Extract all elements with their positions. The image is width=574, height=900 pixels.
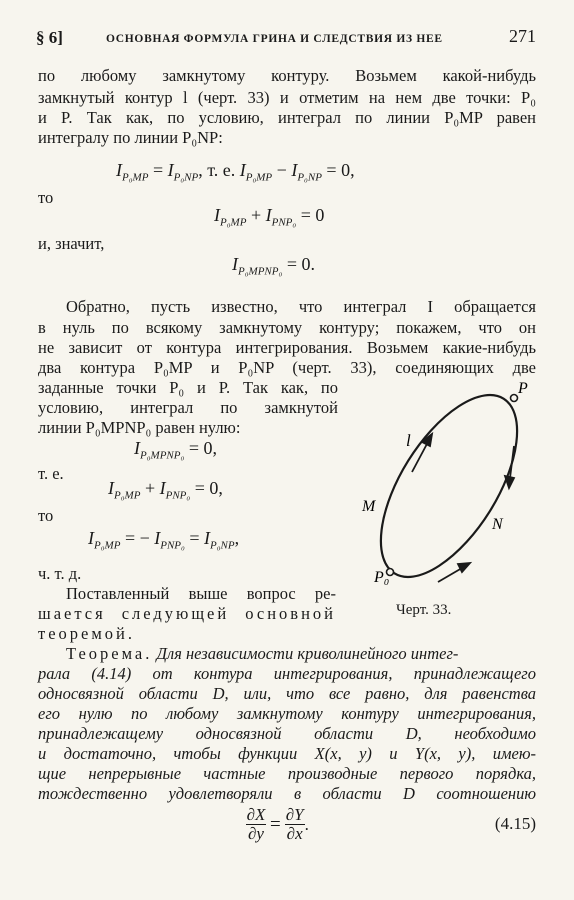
equation-number: (4.15) (494, 814, 536, 833)
fraction-dY-dx: $\frac{\partial Y}{\partial x}$ (285, 805, 304, 843)
label-l: l (406, 431, 411, 450)
text-line: интегралу по линии P₀NP: (38, 128, 223, 147)
contour-ellipse (354, 376, 544, 588)
text-line: Обратно, пусть известно, что интеграл I обращается (66, 297, 536, 316)
equation-5: $I_{P_0MP} + I_{PNP_0} = 0$, (108, 478, 223, 502)
label-P0: P₀ (374, 569, 390, 586)
text-line: условию, интеграл по замкнутой (38, 398, 338, 417)
theorem-line: щие непрерывные частные производные первого порядка, (38, 764, 536, 783)
text-to: то (38, 506, 54, 525)
theorem-line: принадлежащему односвязной области D, необходимо (38, 724, 536, 743)
text-line: по любому замкнутому контуру. Возьмем какой-нибудь (38, 66, 536, 85)
theorem-line: тождественно удовлетворяли в области D соотношению (38, 784, 536, 803)
point-P-marker (511, 395, 518, 402)
running-title: ОСНОВНАЯ ФОРМУЛА ГРИНА И СЛЕДСТВИЯ ИЗ НЕЕ (106, 33, 443, 45)
theorem-first-line (66, 644, 536, 664)
label-N: N (492, 516, 503, 533)
equation-4-15: $\frac{\partial X}{\partial y}$ = $\frac{\partial Y}{\partial x}$ . (246, 805, 309, 843)
theorem-line: его нулю по любому замкнутому контуру интегрирования, (38, 704, 536, 723)
text-line: не зависит от контура интегрирования. Возьмем какие-нибудь (38, 338, 536, 357)
text-line: Поставленный выше вопрос ре- (66, 584, 336, 603)
text-znachit: и, значит, (38, 234, 105, 253)
theorem-heading: Теорема. (66, 644, 153, 663)
text-line: шается следующей основной (38, 604, 336, 623)
text-line: и P. Так как, по условию, интеграл по линии P₀MP равен (38, 108, 536, 127)
direction-arrows (412, 434, 514, 582)
theorem-line: рала (4.14) от контура интегрирования, принадлежащего (38, 664, 536, 683)
section-marker: § 6] (36, 28, 63, 47)
theorem-text: Для независимости криволинейного интег- (156, 644, 459, 663)
text-line: линии P₀MPNP₀ равен нулю: (38, 418, 241, 437)
text-line: два контура P₀MP и P₀NP (черт. 33), соединяющих две (38, 358, 536, 377)
theorem-line: односвязной области D, или, что все равно, для равенства (38, 684, 536, 703)
text-line: в нуль по всякому замкнутому контуру; покажем, что он (38, 318, 536, 337)
text-te: т. е. (38, 464, 64, 483)
equation-1: $I_{P_0MP} = I_{P_0NP}$, т. е. $I_{P_0MP} - I_{P_0NP} = 0$, (116, 160, 355, 184)
equation-2: $I_{P_0MP} + I_{PNP_0} = 0$ (214, 205, 325, 229)
text-line: замкнутый контур l (черт. 33) и отметим на нем две точки: P₀ (38, 88, 536, 107)
text-line: заданные точки P₀ и P. Так как, по (38, 378, 338, 397)
text-chtd: ч. т. д. (38, 564, 82, 583)
text-to: то (38, 188, 54, 207)
figure-caption: Черт. 33. (396, 602, 452, 618)
theorem-line: и достаточно, чтобы функции X(x, y) и Y(x, y), имею- (38, 744, 536, 763)
equation-3: $I_{P_0MPNP_0} = 0$. (232, 254, 315, 278)
equation-4: $I_{P_0MPNP_0} = 0$, (134, 438, 217, 462)
figure-33 (354, 376, 546, 588)
label-P: P (518, 380, 528, 397)
text-line: теоремой. (38, 624, 136, 643)
equation-6: $I_{P_0MP}$ = − $I_{PNP_0} = I_{P_0NP}$, (88, 528, 240, 552)
fraction-dX-dy: $\frac{\partial X}{\partial y}$ (246, 805, 266, 843)
label-M: M (362, 498, 376, 515)
page-number: 271 (509, 26, 536, 46)
